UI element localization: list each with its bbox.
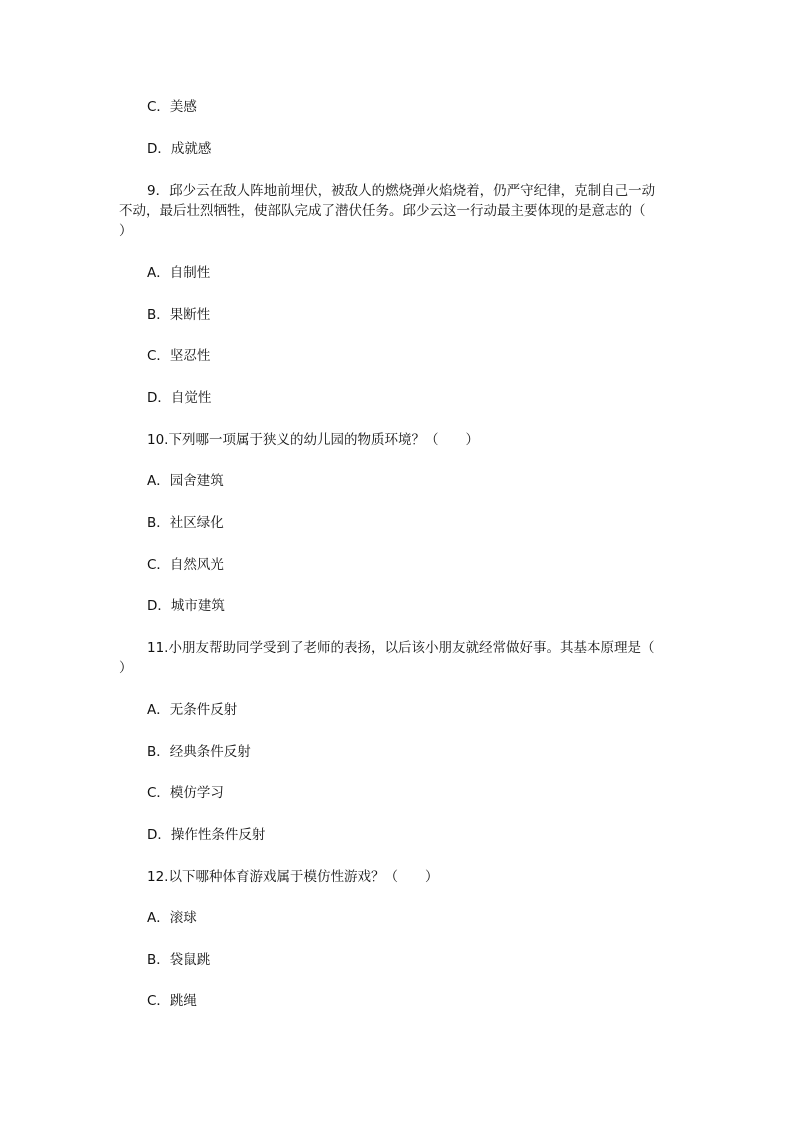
q12-option-c: C．跳绳 xyxy=(147,993,197,1009)
q11-stem-line2: ） xyxy=(119,660,133,676)
q8-option-d: D．成就感 xyxy=(147,141,212,157)
q11-option-b: B．经典条件反射 xyxy=(147,744,251,760)
q9-option-d: D．自觉性 xyxy=(147,390,212,406)
q11-option-a: A．无条件反射 xyxy=(147,702,238,718)
q11-stem-line1: 11.小朋友帮助同学受到了老师的表扬，以后该小朋友就经常做好事。其基本原理是（ xyxy=(147,640,655,656)
q10-option-d: D．城市建筑 xyxy=(147,598,225,614)
q11-option-c: C．模仿学习 xyxy=(147,785,224,801)
q9-stem-line2: 不动，最后壮烈牺牲，使部队完成了潜伏任务。邱少云这一行动最主要体现的是意志的（ xyxy=(119,203,646,219)
q9-stem-line1: 9．邱少云在敌人阵地前埋伏，被敌人的燃烧弹火焰烧着，仍严守纪律，克制自己一动 xyxy=(147,183,656,199)
q12-stem: 12.以下哪种体育游戏属于模仿性游戏？（ ） xyxy=(147,869,439,885)
q9-option-b: B．果断性 xyxy=(147,307,211,323)
q10-option-b: B．社区绿化 xyxy=(147,515,224,531)
q10-stem: 10.下列哪一项属于狭义的幼儿园的物质环境？（ ） xyxy=(147,432,479,448)
q11-option-d: D．操作性条件反射 xyxy=(147,827,266,843)
q8-option-c: C．美感 xyxy=(147,99,197,115)
q9-stem-line3: ） xyxy=(119,223,133,239)
q10-option-c: C．自然风光 xyxy=(147,557,224,573)
q9-option-a: A．自制性 xyxy=(147,265,211,281)
q10-option-a: A．园舍建筑 xyxy=(147,473,224,489)
q9-option-c: C．坚忍性 xyxy=(147,348,211,364)
q12-option-b: B．袋鼠跳 xyxy=(147,952,211,968)
q12-option-a: A．滚球 xyxy=(147,910,197,926)
